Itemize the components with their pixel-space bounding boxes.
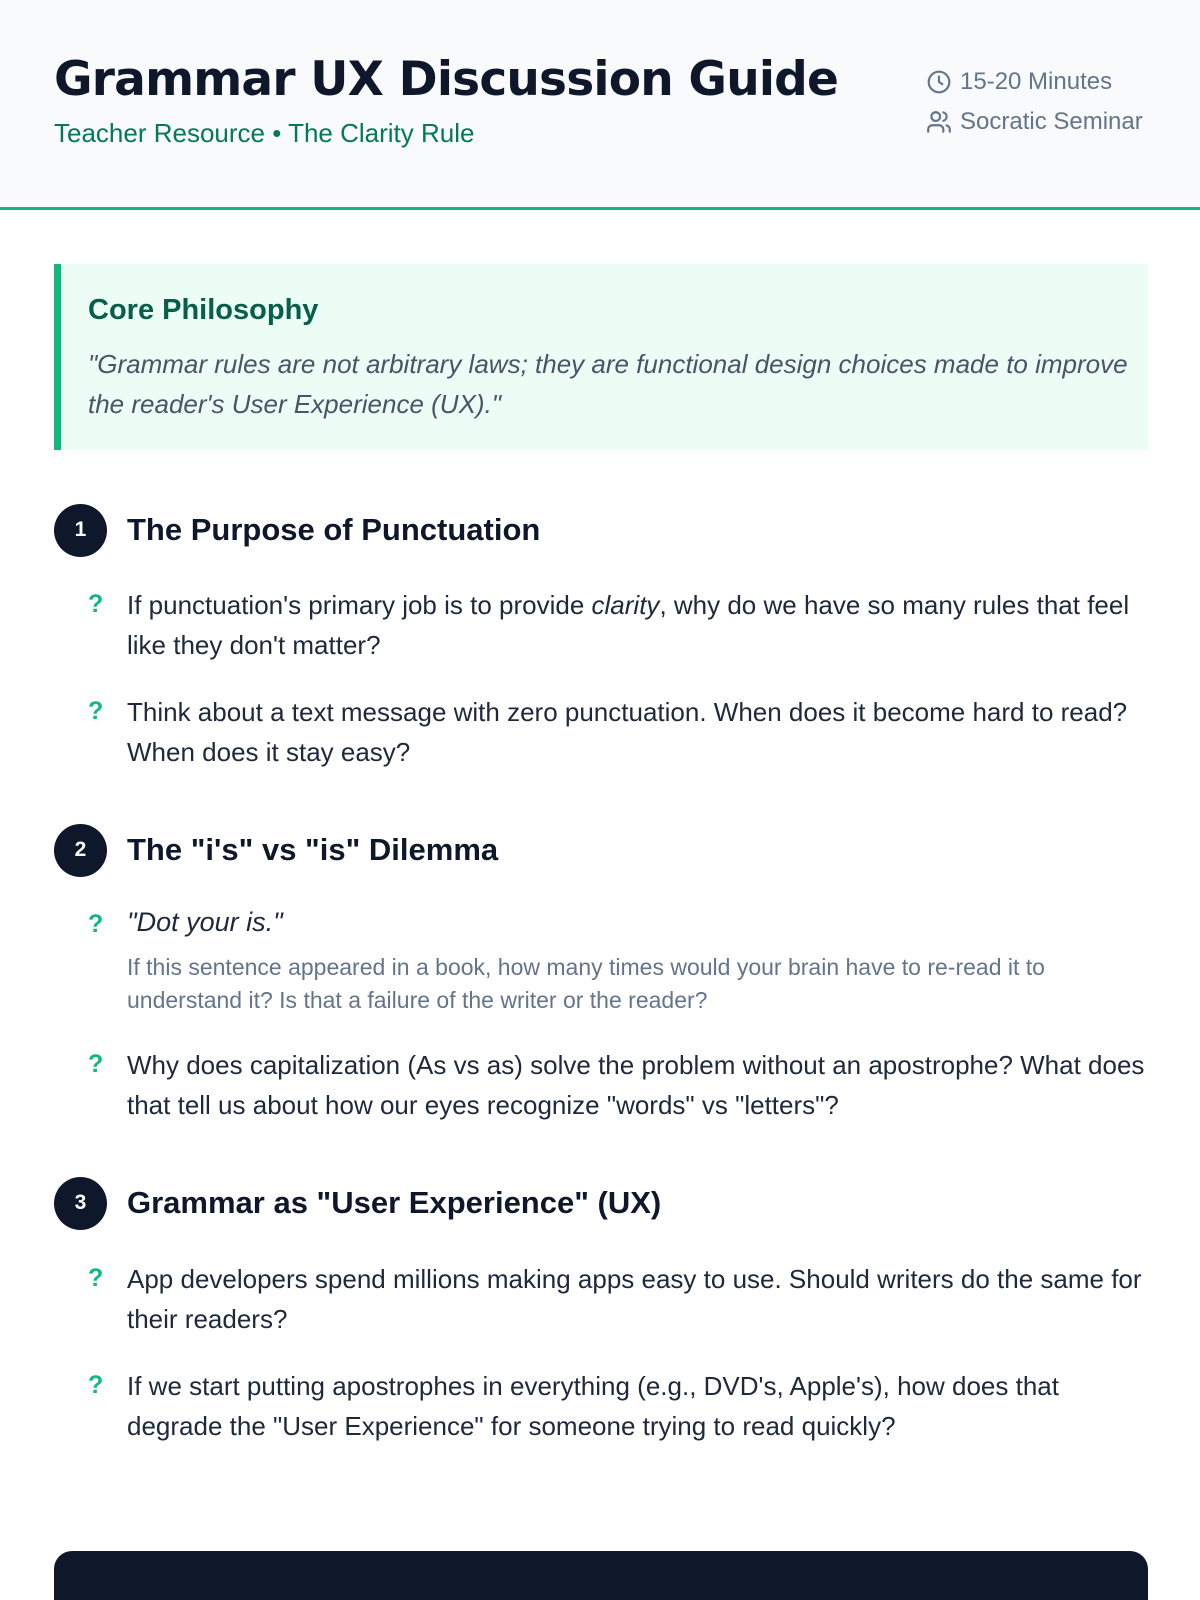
discussion-question: If we start putting apostrophes in everything (e.g., DVD's, Apple's), how does that degrade the "User Experience" for someone trying to read quickly? [127,1371,1059,1441]
footer-panel [54,1551,1148,1600]
discussion-question: Why does capitalization (As vs as) solve the problem without an apostrophe? What does that tell us about how our eyes recognize "words" vs "letters"? [127,1050,1145,1120]
duration-meta [926,68,1112,96]
duration-text: 15-20 Minutes [960,68,1113,95]
question-mark-icon: ? [88,697,104,725]
format-meta [926,108,1143,136]
clock-icon [926,69,952,95]
section-title: Grammar as "User Experience" (UX) [127,1185,662,1220]
discussion-question: Think about a text message with zero punctuation. When does it become hard to read? When does it stay easy? [127,697,1128,767]
section-number-badge: 2 [54,824,107,877]
section-title: The "i's" vs "is" Dilemma [127,832,499,867]
discussion-question: App developers spend millions making apps easy to use. Should writers do the same for their readers? [127,1264,1142,1334]
section-1-header [54,504,540,556]
question-mark-icon: ? [88,910,104,938]
section-number-badge: 1 [54,504,107,557]
section-2-header [54,824,498,876]
core-philosophy-callout [54,264,1148,450]
question-detail: If this sentence appeared in a book, how many times would your brain have to re-read it to understand it? Is that a failure of the writer or the reader? [127,954,1045,1013]
question-mark-icon: ? [88,590,104,618]
page-header [0,0,1200,210]
discussion-question [127,585,1147,665]
section-number-badge: 3 [54,1177,107,1230]
format-text: Socratic Seminar [960,108,1143,135]
philosophy-quote: "Grammar rules are not arbitrary laws; they are functional design choices made to improve the reader's User Experience (UX)." [88,349,1128,419]
question-emphasis: clarity [591,590,660,620]
users-icon [926,109,952,135]
question-text: If punctuation's primary job is to provide [127,590,592,620]
page-title: Grammar UX Discussion Guide [54,52,839,107]
question-mark-icon: ? [88,1371,104,1399]
question-quote: "Dot your is." [127,907,283,937]
section-3-header [54,1177,661,1229]
section-title: The Purpose of Punctuation [127,512,541,547]
page-subtitle: Teacher Resource • The Clarity Rule [54,118,475,148]
question-text: , why do we have so many rules that feel like they don't matter? [127,590,1130,660]
question-mark-icon: ? [88,1050,104,1078]
question-mark-icon: ? [88,1264,104,1292]
philosophy-title: Core Philosophy [88,294,319,326]
